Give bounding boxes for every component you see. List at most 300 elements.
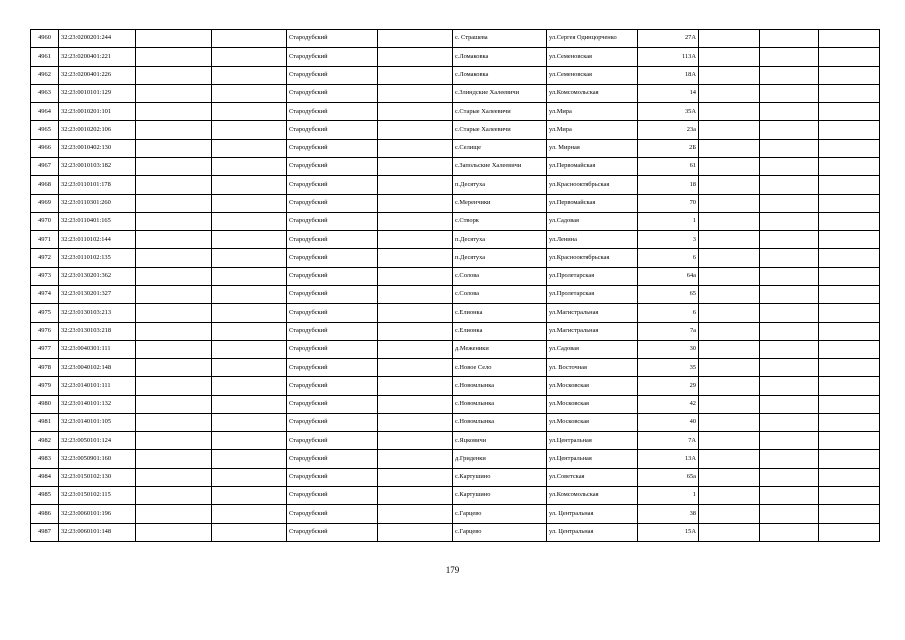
- row-number-cell: 4973: [31, 267, 59, 285]
- empty-cell: [136, 84, 212, 102]
- empty-cell: [699, 285, 760, 303]
- table-row: [31, 432, 880, 450]
- row-number-cell: 4976: [31, 322, 59, 340]
- empty-cell: [136, 103, 212, 121]
- empty-cell: [212, 176, 287, 194]
- empty-cell: [760, 395, 819, 413]
- empty-cell: [760, 267, 819, 285]
- empty-cell: [699, 103, 760, 121]
- district-cell: Стародубский: [287, 212, 378, 230]
- empty-cell: [819, 30, 880, 48]
- empty-cell: [212, 84, 287, 102]
- district-cell: Стародубский: [287, 194, 378, 212]
- empty-cell: [378, 103, 453, 121]
- table-row: [31, 30, 880, 48]
- empty-cell: [699, 48, 760, 66]
- empty-cell: [378, 359, 453, 377]
- empty-cell: [699, 176, 760, 194]
- district-cell: Стародубский: [287, 450, 378, 468]
- empty-cell: [136, 505, 212, 523]
- empty-cell: [136, 413, 212, 431]
- district-cell: Стародубский: [287, 84, 378, 102]
- row-number-cell: 4981: [31, 413, 59, 431]
- district-cell: Стародубский: [287, 157, 378, 175]
- empty-cell: [819, 212, 880, 230]
- empty-cell: [699, 432, 760, 450]
- house-number-cell: 18А: [638, 66, 699, 84]
- district-cell: Стародубский: [287, 395, 378, 413]
- empty-cell: [699, 267, 760, 285]
- empty-cell: [760, 212, 819, 230]
- table-row: [31, 505, 880, 523]
- page-number: 179: [445, 565, 460, 575]
- empty-cell: [136, 30, 212, 48]
- empty-cell: [699, 450, 760, 468]
- street-cell: ул.Московская: [547, 377, 638, 395]
- settlement-cell: с.Запольские Халеевичи: [453, 157, 547, 175]
- empty-cell: [136, 157, 212, 175]
- empty-cell: [136, 194, 212, 212]
- table-row: [31, 267, 880, 285]
- settlement-cell: с.Новомлынка: [453, 377, 547, 395]
- house-number-cell: 15А: [638, 523, 699, 541]
- street-cell: ул.Московская: [547, 395, 638, 413]
- empty-cell: [699, 157, 760, 175]
- district-cell: Стародубский: [287, 468, 378, 486]
- empty-cell: [212, 30, 287, 48]
- empty-cell: [378, 212, 453, 230]
- empty-cell: [136, 231, 212, 249]
- empty-cell: [378, 249, 453, 267]
- empty-cell: [760, 413, 819, 431]
- street-cell: ул.Комсомольская: [547, 84, 638, 102]
- settlement-cell: с.Картушино: [453, 468, 547, 486]
- empty-cell: [212, 395, 287, 413]
- empty-cell: [212, 413, 287, 431]
- house-number-cell: 35: [638, 359, 699, 377]
- table-row: [31, 139, 880, 157]
- house-number-cell: 70: [638, 194, 699, 212]
- cadastral-number-cell: 32:23:0010202:106: [59, 121, 136, 139]
- empty-cell: [378, 139, 453, 157]
- street-cell: ул.Садовая: [547, 212, 638, 230]
- street-cell: ул.Магистральная: [547, 304, 638, 322]
- empty-cell: [760, 505, 819, 523]
- cadastral-number-cell: 32:23:0010103:182: [59, 157, 136, 175]
- house-number-cell: 18: [638, 176, 699, 194]
- house-number-cell: 65: [638, 285, 699, 303]
- district-cell: Стародубский: [287, 340, 378, 358]
- empty-cell: [212, 249, 287, 267]
- row-number-cell: 4980: [31, 395, 59, 413]
- empty-cell: [378, 176, 453, 194]
- empty-cell: [378, 395, 453, 413]
- house-number-cell: 13А: [638, 450, 699, 468]
- settlement-cell: д.Меженики: [453, 340, 547, 358]
- empty-cell: [212, 468, 287, 486]
- district-cell: Стародубский: [287, 48, 378, 66]
- empty-cell: [699, 395, 760, 413]
- empty-cell: [136, 66, 212, 84]
- cadastral-number-cell: 32:23:0130103:218: [59, 322, 136, 340]
- cadastral-number-cell: 32:23:0140101:132: [59, 395, 136, 413]
- cadastral-number-cell: 32:23:0200201:244: [59, 30, 136, 48]
- street-cell: ул.Сергея Одинцорченко: [547, 30, 638, 48]
- district-cell: Стародубский: [287, 304, 378, 322]
- empty-cell: [819, 267, 880, 285]
- house-number-cell: 29: [638, 377, 699, 395]
- empty-cell: [378, 432, 453, 450]
- empty-cell: [819, 304, 880, 322]
- empty-cell: [819, 359, 880, 377]
- row-number-cell: 4964: [31, 103, 59, 121]
- empty-cell: [819, 377, 880, 395]
- table-row: [31, 304, 880, 322]
- settlement-cell: с.Старые Халеевичи: [453, 121, 547, 139]
- empty-cell: [378, 231, 453, 249]
- empty-cell: [212, 285, 287, 303]
- empty-cell: [136, 139, 212, 157]
- empty-cell: [760, 249, 819, 267]
- empty-cell: [136, 432, 212, 450]
- empty-cell: [378, 66, 453, 84]
- empty-cell: [212, 505, 287, 523]
- empty-cell: [760, 468, 819, 486]
- empty-cell: [212, 121, 287, 139]
- street-cell: ул. Центральная: [547, 523, 638, 541]
- settlement-cell: п.Десятуха: [453, 176, 547, 194]
- empty-cell: [760, 359, 819, 377]
- settlement-cell: с.Створк: [453, 212, 547, 230]
- row-number-cell: 4960: [31, 30, 59, 48]
- empty-cell: [699, 322, 760, 340]
- empty-cell: [378, 377, 453, 395]
- empty-cell: [136, 359, 212, 377]
- street-cell: ул.Центральная: [547, 450, 638, 468]
- empty-cell: [819, 450, 880, 468]
- settlement-cell: п.Десятуха: [453, 231, 547, 249]
- empty-cell: [760, 450, 819, 468]
- empty-cell: [819, 194, 880, 212]
- table-row: [31, 66, 880, 84]
- empty-cell: [212, 359, 287, 377]
- house-number-cell: 6: [638, 249, 699, 267]
- table-row: [31, 48, 880, 66]
- district-cell: Стародубский: [287, 176, 378, 194]
- cadastral-number-cell: 32:23:0130103:213: [59, 304, 136, 322]
- settlement-cell: с.Картушино: [453, 487, 547, 505]
- empty-cell: [699, 340, 760, 358]
- district-cell: Стародубский: [287, 249, 378, 267]
- settlement-cell: с. Страшева: [453, 30, 547, 48]
- street-cell: ул.Семеновская: [547, 48, 638, 66]
- street-cell: ул.Центральная: [547, 432, 638, 450]
- empty-cell: [136, 468, 212, 486]
- settlement-cell: с.Ломаковка: [453, 48, 547, 66]
- empty-cell: [760, 121, 819, 139]
- table-row: [31, 395, 880, 413]
- empty-cell: [378, 267, 453, 285]
- empty-cell: [760, 139, 819, 157]
- empty-cell: [136, 450, 212, 468]
- empty-cell: [760, 157, 819, 175]
- street-cell: ул. Центральная: [547, 505, 638, 523]
- street-cell: ул. Восточная: [547, 359, 638, 377]
- empty-cell: [760, 194, 819, 212]
- empty-cell: [136, 176, 212, 194]
- empty-cell: [819, 505, 880, 523]
- district-cell: Стародубский: [287, 505, 378, 523]
- cadastral-number-cell: 32:23:0010201:101: [59, 103, 136, 121]
- empty-cell: [136, 304, 212, 322]
- house-number-cell: 30: [638, 340, 699, 358]
- cadastral-number-cell: 32:23:0110102:135: [59, 249, 136, 267]
- table-row: [31, 450, 880, 468]
- table-row: [31, 121, 880, 139]
- cadastral-number-cell: 32:23:0200401:221: [59, 48, 136, 66]
- empty-cell: [378, 505, 453, 523]
- empty-cell: [760, 48, 819, 66]
- table-row: [31, 468, 880, 486]
- cadastral-number-cell: 32:23:0060101:148: [59, 523, 136, 541]
- cadastral-number-cell: 32:23:0010101:129: [59, 84, 136, 102]
- house-number-cell: 27А: [638, 30, 699, 48]
- house-number-cell: 1: [638, 487, 699, 505]
- house-number-cell: 35А: [638, 103, 699, 121]
- empty-cell: [819, 413, 880, 431]
- table-row: [31, 212, 880, 230]
- empty-cell: [760, 377, 819, 395]
- empty-cell: [212, 432, 287, 450]
- row-number-cell: 4977: [31, 340, 59, 358]
- settlement-cell: с.Ломаковка: [453, 66, 547, 84]
- cadastral-number-cell: 32:23:0140101:111: [59, 377, 136, 395]
- district-cell: Стародубский: [287, 121, 378, 139]
- empty-cell: [378, 413, 453, 431]
- settlement-cell: с.Гарцево: [453, 505, 547, 523]
- settlement-cell: с.Елионка: [453, 322, 547, 340]
- street-cell: ул.Первомайская: [547, 157, 638, 175]
- district-cell: Стародубский: [287, 432, 378, 450]
- row-number-cell: 4968: [31, 176, 59, 194]
- row-number-cell: 4971: [31, 231, 59, 249]
- settlement-cell: с.Меренчики: [453, 194, 547, 212]
- cadastral-number-cell: 32:23:0050901:160: [59, 450, 136, 468]
- table-row: [31, 359, 880, 377]
- empty-cell: [378, 285, 453, 303]
- empty-cell: [819, 231, 880, 249]
- table-row: [31, 377, 880, 395]
- district-cell: Стародубский: [287, 285, 378, 303]
- empty-cell: [699, 194, 760, 212]
- settlement-cell: с.Солова: [453, 285, 547, 303]
- street-cell: ул.Магистральная: [547, 322, 638, 340]
- street-cell: ул.Мира: [547, 103, 638, 121]
- row-number-cell: 4982: [31, 432, 59, 450]
- empty-cell: [378, 121, 453, 139]
- empty-cell: [819, 285, 880, 303]
- district-cell: Стародубский: [287, 66, 378, 84]
- empty-cell: [136, 121, 212, 139]
- district-cell: Стародубский: [287, 139, 378, 157]
- row-number-cell: 4966: [31, 139, 59, 157]
- empty-cell: [136, 487, 212, 505]
- empty-cell: [699, 359, 760, 377]
- empty-cell: [378, 468, 453, 486]
- empty-cell: [136, 377, 212, 395]
- empty-cell: [212, 231, 287, 249]
- empty-cell: [378, 84, 453, 102]
- table-row: [31, 340, 880, 358]
- cadastral-number-cell: 32:23:0150102:115: [59, 487, 136, 505]
- settlement-cell: с.Яцковичи: [453, 432, 547, 450]
- empty-cell: [819, 48, 880, 66]
- cadastral-number-cell: 32:23:0150102:130: [59, 468, 136, 486]
- empty-cell: [760, 340, 819, 358]
- district-cell: Стародубский: [287, 267, 378, 285]
- row-number-cell: 4979: [31, 377, 59, 395]
- settlement-cell: с.Злиндские Халеевичи: [453, 84, 547, 102]
- cadastral-number-cell: 32:23:0140101:105: [59, 413, 136, 431]
- empty-cell: [378, 304, 453, 322]
- table-row: [31, 194, 880, 212]
- empty-cell: [819, 84, 880, 102]
- empty-cell: [378, 322, 453, 340]
- empty-cell: [378, 450, 453, 468]
- street-cell: ул.Московская: [547, 413, 638, 431]
- records-table: [30, 29, 880, 542]
- house-number-cell: 113А: [638, 48, 699, 66]
- cadastral-number-cell: 32:23:0130201:362: [59, 267, 136, 285]
- street-cell: ул.Пролетарская: [547, 267, 638, 285]
- district-cell: Стародубский: [287, 322, 378, 340]
- cadastral-number-cell: 32:23:0040301:111: [59, 340, 136, 358]
- empty-cell: [819, 322, 880, 340]
- empty-cell: [212, 450, 287, 468]
- street-cell: ул.Первомайская: [547, 194, 638, 212]
- empty-cell: [760, 523, 819, 541]
- street-cell: ул.Садовая: [547, 340, 638, 358]
- district-cell: Стародубский: [287, 359, 378, 377]
- empty-cell: [136, 249, 212, 267]
- house-number-cell: 1: [638, 212, 699, 230]
- empty-cell: [699, 84, 760, 102]
- street-cell: ул.Советская: [547, 468, 638, 486]
- street-cell: ул.Пролетарская: [547, 285, 638, 303]
- empty-cell: [699, 413, 760, 431]
- cadastral-number-cell: 32:23:0130201:327: [59, 285, 136, 303]
- cadastral-number-cell: 32:23:0060101:196: [59, 505, 136, 523]
- empty-cell: [212, 322, 287, 340]
- empty-cell: [136, 340, 212, 358]
- empty-cell: [212, 304, 287, 322]
- empty-cell: [212, 212, 287, 230]
- empty-cell: [212, 66, 287, 84]
- empty-cell: [819, 340, 880, 358]
- empty-cell: [212, 523, 287, 541]
- settlement-cell: д.Гриденки: [453, 450, 547, 468]
- row-number-cell: 4962: [31, 66, 59, 84]
- street-cell: ул.Красноoктябрьская: [547, 176, 638, 194]
- cadastral-number-cell: 32:23:0110102:144: [59, 231, 136, 249]
- empty-cell: [212, 267, 287, 285]
- cadastral-number-cell: 32:23:0110301:260: [59, 194, 136, 212]
- house-number-cell: 61: [638, 157, 699, 175]
- empty-cell: [378, 157, 453, 175]
- empty-cell: [136, 48, 212, 66]
- empty-cell: [819, 157, 880, 175]
- empty-cell: [760, 487, 819, 505]
- empty-cell: [699, 505, 760, 523]
- row-number-cell: 4970: [31, 212, 59, 230]
- table-row: [31, 84, 880, 102]
- empty-cell: [699, 523, 760, 541]
- street-cell: ул.Ленина: [547, 231, 638, 249]
- settlement-cell: с.Новомлынка: [453, 395, 547, 413]
- empty-cell: [699, 249, 760, 267]
- empty-cell: [819, 249, 880, 267]
- house-number-cell: 3: [638, 231, 699, 249]
- house-number-cell: 23а: [638, 121, 699, 139]
- row-number-cell: 4975: [31, 304, 59, 322]
- cadastral-number-cell: 32:23:0010402:130: [59, 139, 136, 157]
- empty-cell: [212, 487, 287, 505]
- empty-cell: [819, 121, 880, 139]
- empty-cell: [760, 30, 819, 48]
- row-number-cell: 4969: [31, 194, 59, 212]
- table-row: [31, 231, 880, 249]
- row-number-cell: 4967: [31, 157, 59, 175]
- house-number-cell: 40: [638, 413, 699, 431]
- empty-cell: [699, 468, 760, 486]
- empty-cell: [819, 103, 880, 121]
- house-number-cell: 42: [638, 395, 699, 413]
- empty-cell: [378, 48, 453, 66]
- district-cell: Стародубский: [287, 413, 378, 431]
- house-number-cell: 2Б: [638, 139, 699, 157]
- empty-cell: [819, 139, 880, 157]
- house-number-cell: 38: [638, 505, 699, 523]
- house-number-cell: 64а: [638, 267, 699, 285]
- house-number-cell: 7А: [638, 432, 699, 450]
- row-number-cell: 4974: [31, 285, 59, 303]
- house-number-cell: 14: [638, 84, 699, 102]
- empty-cell: [212, 377, 287, 395]
- empty-cell: [699, 377, 760, 395]
- empty-cell: [136, 523, 212, 541]
- empty-cell: [819, 468, 880, 486]
- table-row: [31, 249, 880, 267]
- empty-cell: [699, 304, 760, 322]
- empty-cell: [378, 523, 453, 541]
- row-number-cell: 4978: [31, 359, 59, 377]
- empty-cell: [699, 121, 760, 139]
- empty-cell: [819, 176, 880, 194]
- empty-cell: [819, 487, 880, 505]
- table-row: [31, 157, 880, 175]
- table-row: [31, 103, 880, 121]
- row-number-cell: 4984: [31, 468, 59, 486]
- table-row: [31, 523, 880, 541]
- cadastral-number-cell: 32:23:0050101:124: [59, 432, 136, 450]
- empty-cell: [212, 157, 287, 175]
- district-cell: Стародубский: [287, 487, 378, 505]
- street-cell: ул. Мирная: [547, 139, 638, 157]
- empty-cell: [699, 30, 760, 48]
- empty-cell: [699, 139, 760, 157]
- house-number-cell: 7а: [638, 322, 699, 340]
- house-number-cell: 65а: [638, 468, 699, 486]
